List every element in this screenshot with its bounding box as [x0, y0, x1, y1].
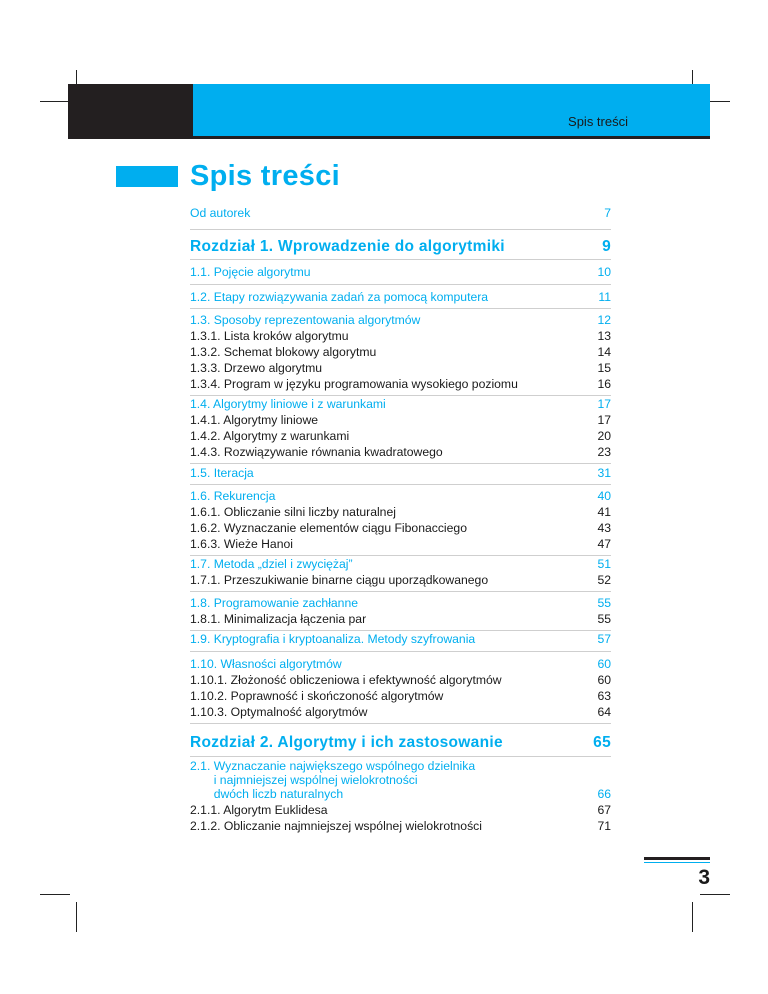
- divider: [190, 229, 611, 230]
- toc-entry-page: 20: [597, 429, 611, 443]
- toc-chapter-page: 65: [593, 734, 611, 751]
- divider: [190, 555, 611, 556]
- header-blue-band: [193, 84, 710, 136]
- toc-entry-label: 1.1. Pojęcie algorytmu: [190, 265, 311, 279]
- toc-entry-label: 1.8.1. Minimalizacja łączenia par: [190, 612, 367, 626]
- running-header-title: Spis treści: [568, 114, 628, 129]
- toc-entry-label: 1.3.4. Program w języku programowania wysokiego poziomu: [190, 377, 518, 391]
- divider: [190, 651, 611, 652]
- crop-mark: [700, 894, 730, 895]
- toc-entry-page: 16: [597, 377, 611, 391]
- toc-entry-page: 67: [597, 803, 611, 817]
- toc-entry-label: 1.4.2. Algorytmy z warunkami: [190, 429, 350, 443]
- toc-entry-label: 1.3.1. Lista kroków algorytmu: [190, 329, 349, 343]
- toc-entry-page: 60: [597, 673, 611, 687]
- toc-entry-page: 55: [597, 612, 611, 626]
- toc-entry-label: 1.7.1. Przeszukiwanie binarne ciągu uporządkowanego: [190, 573, 489, 587]
- toc-entry-label: 1.3.2. Schemat blokowy algorytmu: [190, 345, 377, 359]
- toc-entry-page: 13: [597, 329, 611, 343]
- crop-mark: [692, 902, 693, 932]
- page-number-rule: [644, 857, 710, 860]
- toc-entry-label: 1.5. Iteracja: [190, 466, 254, 480]
- toc-entry-label: i najmniejszej wspólnej wielokrotności: [190, 773, 418, 787]
- toc-entry-label: 1.10. Własności algorytmów: [190, 657, 342, 671]
- toc-entry-label: Od autorek: [190, 206, 251, 220]
- toc-entry-page: 23: [597, 445, 611, 459]
- toc-entry-page: 51: [597, 557, 611, 571]
- toc-entry-label: 1.4.1. Algorytmy liniowe: [190, 413, 319, 427]
- page-number: 3: [698, 866, 710, 889]
- toc-entry-page: 52: [597, 573, 611, 587]
- toc-entry-page: 71: [597, 819, 611, 833]
- toc-entry-page: 41: [597, 505, 611, 519]
- toc-entry-page: 43: [597, 521, 611, 535]
- toc-entry-page: 31: [597, 466, 611, 480]
- divider: [190, 259, 611, 260]
- toc-entry-page: 17: [597, 413, 611, 427]
- toc-entry-label: 1.9. Kryptografia i kryptoanaliza. Metody szyfrowania: [190, 632, 476, 646]
- toc-entry-page: 17: [597, 397, 611, 411]
- divider: [190, 463, 611, 464]
- crop-mark: [76, 902, 77, 932]
- toc-entry-page: 64: [597, 705, 611, 719]
- divider: [190, 484, 611, 485]
- toc-entry-label: 2.1. Wyznaczanie największego wspólnego dzielnika: [190, 759, 476, 773]
- toc-entry-label: 1.4. Algorytmy liniowe i z warunkami: [190, 397, 386, 411]
- toc-entry-label: 1.6.3. Wieże Hanoi: [190, 537, 293, 551]
- toc-entry-label: 2.1.2. Obliczanie najmniejszej wspólnej wielokrotności: [190, 819, 482, 833]
- toc-entry-label: 1.6. Rekurencja: [190, 489, 276, 503]
- divider: [190, 284, 611, 285]
- title-accent-block: [116, 166, 178, 187]
- toc-entry-label: dwóch liczb naturalnych: [190, 787, 344, 801]
- toc-entry-label: 1.10.3. Optymalność algorytmów: [190, 705, 368, 719]
- toc-entry-page: 47: [597, 537, 611, 551]
- toc-entry-page: 60: [597, 657, 611, 671]
- toc-entry-page: 66: [597, 787, 611, 801]
- toc-entry-label: 1.4.3. Rozwiązywanie równania kwadratowego: [190, 445, 443, 459]
- toc-chapter-label: Rozdział 2. Algorytmy i ich zastosowanie: [190, 734, 503, 751]
- crop-mark: [40, 894, 70, 895]
- divider: [190, 723, 611, 724]
- toc-entry-page: 55: [597, 596, 611, 610]
- page-number-rule-accent: [644, 862, 710, 863]
- toc-entry-page: 63: [597, 689, 611, 703]
- toc-entry-label: 1.10.2. Poprawność i skończoność algorytmów: [190, 689, 444, 703]
- toc-entry-page: 12: [597, 313, 611, 327]
- toc-entry-label: 1.3. Sposoby reprezentowania algorytmów: [190, 313, 421, 327]
- toc-entry-page: 7: [604, 206, 611, 220]
- toc-entry-page: 40: [597, 489, 611, 503]
- toc-entry-label: 1.6.1. Obliczanie silni liczby naturalnej: [190, 505, 396, 519]
- toc-entry-label: 2.1.1. Algorytm Euklidesa: [190, 803, 328, 817]
- toc-entry-label: 1.3.3. Drzewo algorytmu: [190, 361, 323, 375]
- toc-entry-page: 15: [597, 361, 611, 375]
- header-rule: [68, 136, 710, 139]
- toc-entry-label: 1.8. Programowanie zachłanne: [190, 596, 359, 610]
- page-title: Spis treści: [190, 160, 340, 192]
- toc-entry-label: 1.6.2. Wyznaczanie elementów ciągu Fibonacciego: [190, 521, 467, 535]
- divider: [190, 591, 611, 592]
- divider: [190, 630, 611, 631]
- divider: [190, 395, 611, 396]
- toc-entry-label: 1.10.1. Złożoność obliczeniowa i efektywność algorytmów: [190, 673, 502, 687]
- crop-mark: [40, 101, 70, 102]
- divider: [190, 756, 611, 757]
- toc-entry-page: 10: [597, 265, 611, 279]
- toc-chapter-label: Rozdział 1. Wprowadzenie do algorytmiki: [190, 238, 505, 255]
- divider: [190, 308, 611, 309]
- toc-entry-page: 14: [597, 345, 611, 359]
- header-dark-block: [68, 84, 193, 136]
- toc-entry-label: 1.7. Metoda „dziel i zwyciężaj”: [190, 557, 353, 571]
- toc-entry-page: 11: [598, 290, 611, 304]
- toc-chapter-page: 9: [602, 238, 611, 255]
- toc-entry-page: 57: [597, 632, 611, 646]
- toc-entry-label: 1.2. Etapy rozwiązywania zadań za pomocą komputera: [190, 290, 489, 304]
